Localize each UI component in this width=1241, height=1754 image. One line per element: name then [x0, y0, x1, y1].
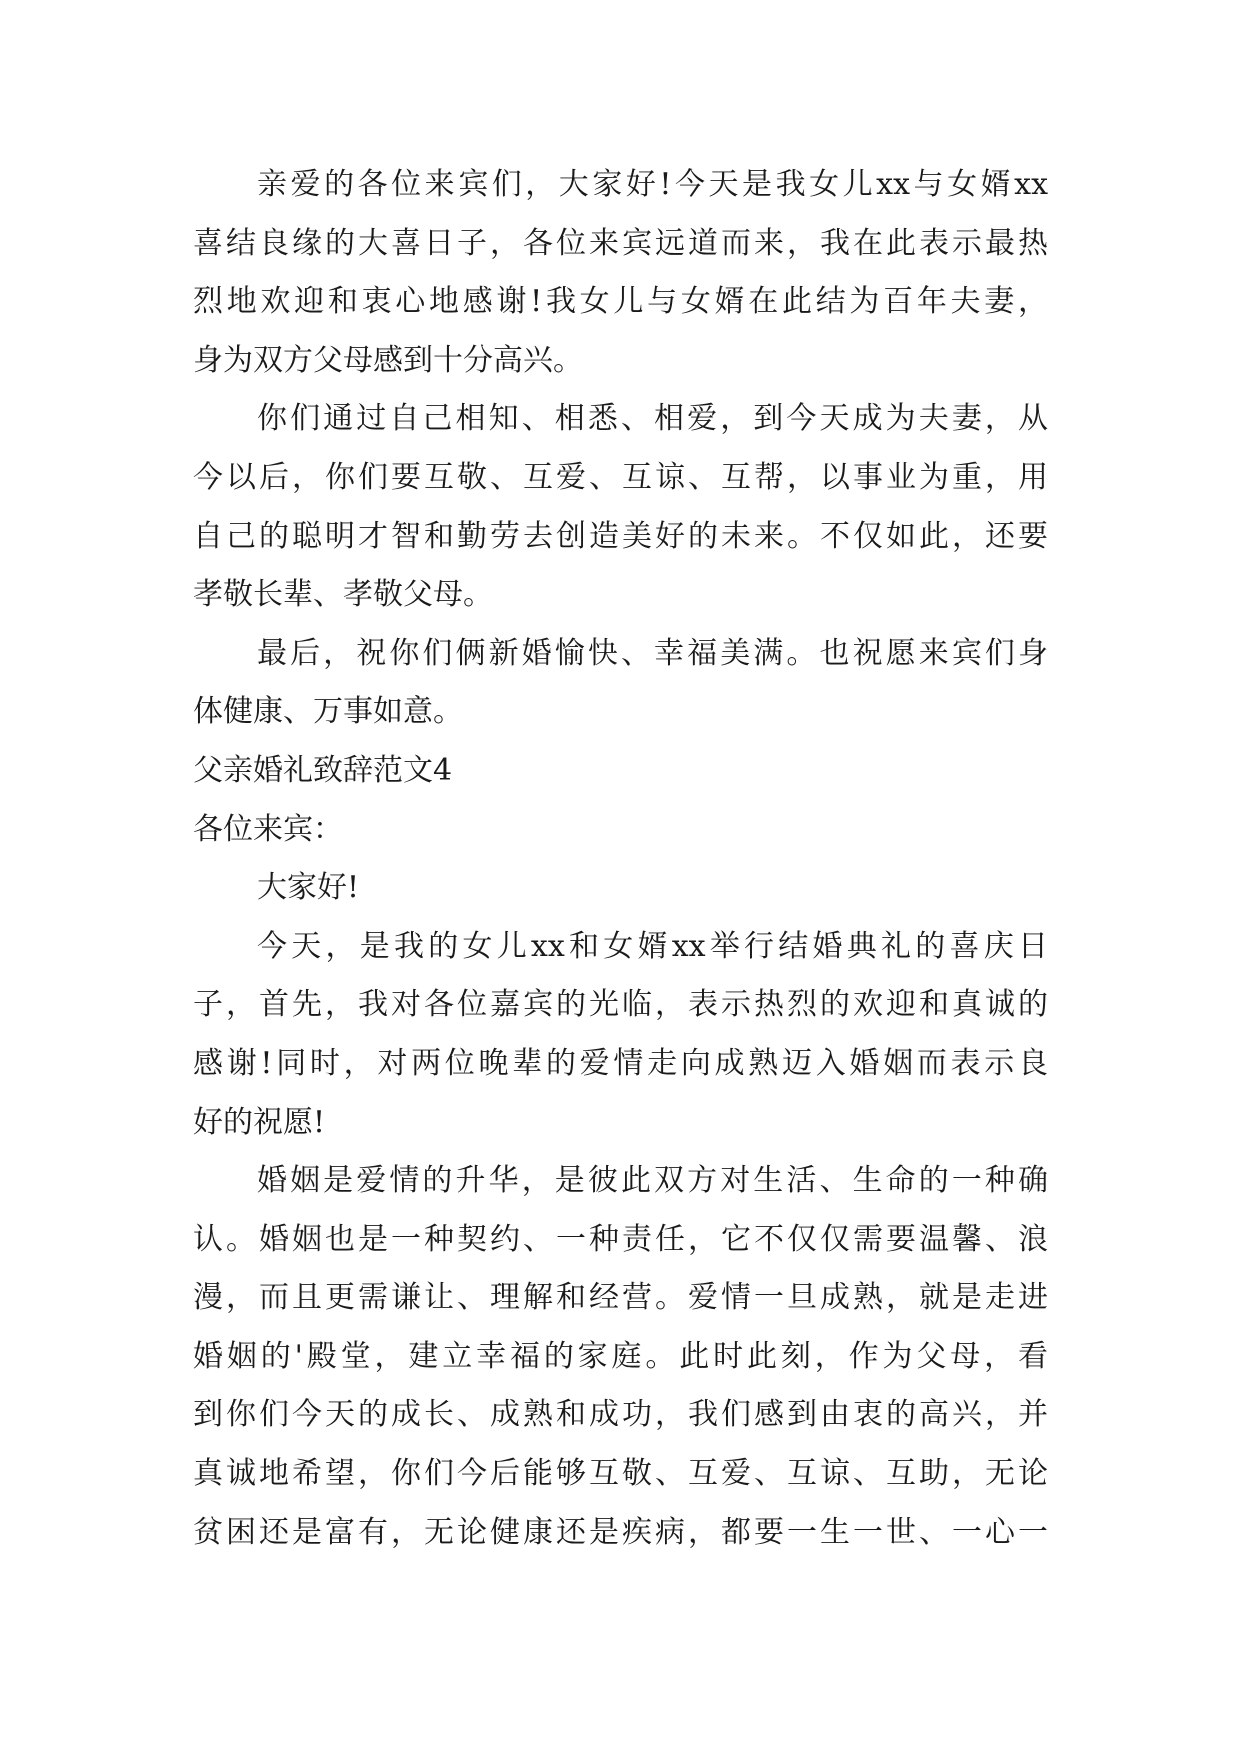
greeting: 大家好! — [257, 870, 360, 906]
text-line: 漫，而且更需谦让、理解和经营。爱情一旦成熟，就是走进 — [193, 1280, 1048, 1316]
text-line: 亲爱的各位来宾们，大家好!今天是我女儿xx与女婿xx — [257, 167, 1048, 202]
section-heading: 父亲婚礼致辞范文4 — [193, 752, 453, 788]
text-line: 最后，祝你们俩新婚愉快、幸福美满。也祝愿来宾们身 — [257, 635, 1048, 671]
paragraph-2 — [193, 390, 1048, 624]
paragraph-5 — [193, 1152, 1048, 1562]
text-line: 到你们今天的成长、成熟和成功，我们感到由衷的高兴，并 — [193, 1397, 1048, 1433]
text-line: 感谢!同时，对两位晚辈的爱情走向成熟迈入婚姻而表示良 — [193, 1045, 1048, 1081]
text-line: 真诚地希望，你们今后能够互敬、互爱、互谅、互助，无论 — [193, 1456, 1048, 1492]
text-line: 喜结良缘的大喜日子，各位来宾远道而来，我在此表示最热 — [193, 225, 1048, 261]
text-line: 身为双方父母感到十分高兴。 — [193, 342, 583, 378]
paragraph-3 — [193, 625, 1048, 742]
text-line: 子，首先，我对各位嘉宾的光临，表示热烈的欢迎和真诚的 — [193, 987, 1048, 1023]
text-line: 今天，是我的女儿xx和女婿xx举行结婚典礼的喜庆日 — [257, 928, 1048, 964]
text-line: 你们通过自己相知、相悉、相爱，到今天成为夫妻，从 — [257, 401, 1048, 437]
text-line: 烈地欢迎和衷心地感谢!我女儿与女婿在此结为百年夫妻， — [193, 284, 1048, 320]
document-page — [193, 156, 1048, 1562]
paragraph-4 — [193, 918, 1048, 1152]
paragraph-1 — [193, 156, 1048, 390]
text-line: 孝敬长辈、孝敬父母。 — [193, 577, 493, 613]
text-line: 婚姻的'殿堂，建立幸福的家庭。此时此刻，作为父母，看 — [193, 1338, 1048, 1374]
text-line: 认。婚姻也是一种契约、一种责任，它不仅仅需要温馨、浪 — [193, 1221, 1048, 1257]
text-line: 自己的聪明才智和勤劳去创造美好的未来。不仅如此，还要 — [193, 518, 1048, 554]
salutation: 各位来宾： — [193, 811, 343, 847]
text-line: 体健康、万事如意。 — [193, 694, 463, 730]
text-line: 婚姻是爱情的升华，是彼此双方对生活、生命的一种确 — [257, 1163, 1048, 1199]
text-line: 今以后，你们要互敬、互爱、互谅、互帮，以事业为重，用 — [193, 459, 1048, 495]
text-line: 贫困还是富有，无论健康还是疾病，都要一生一世、一心一 — [193, 1514, 1048, 1550]
text-line: 好的祝愿! — [193, 1104, 326, 1140]
